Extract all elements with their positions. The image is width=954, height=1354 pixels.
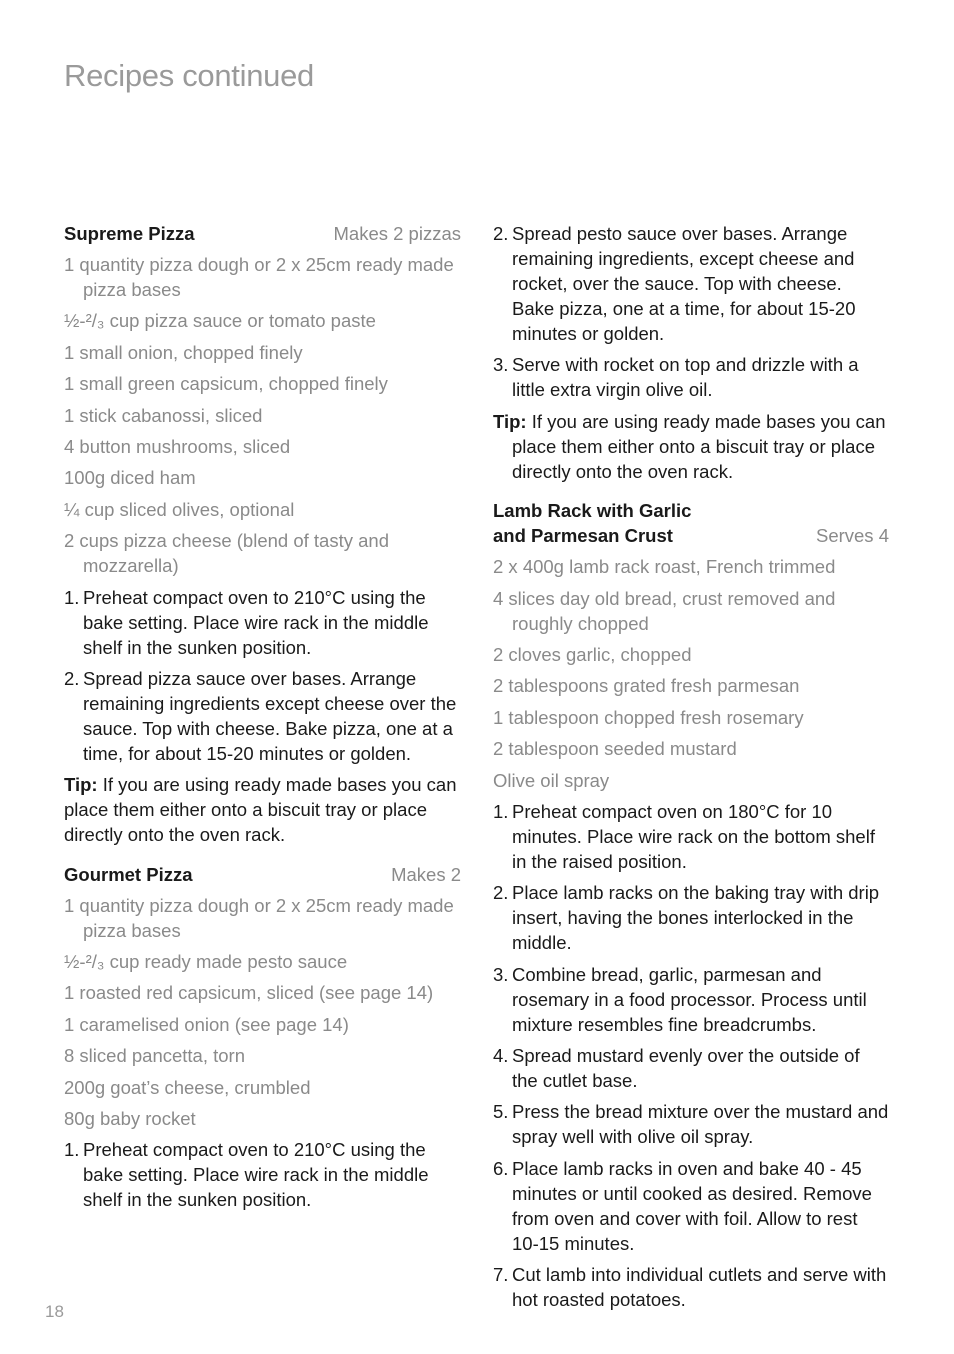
method-step [493,1043,889,1093]
ingredient-item: ½-²/₃ cup ready made pesto sauce [64,951,348,973]
step-number: 7. [493,1264,509,1286]
ingredient-item: 1 tablespoon chopped fresh rosemary [493,706,804,728]
tip-note [493,409,889,484]
left-column [64,221,461,1219]
right-column [493,221,889,1319]
method-step [493,799,889,874]
recipe-yield: Makes 2 [391,863,461,885]
ingredient-item: 80g baby rocket [64,1108,196,1130]
step-text: Combine bread, garlic, parmesan and rosemary in a food processor. Process until mixture resembles fine breadcrumbs. [512,963,867,1035]
recipe-title [493,498,691,548]
ingredient-item: 8 sliced pancetta, torn [64,1045,245,1067]
tip-label: Tip: [493,410,527,432]
ingredient-item: 2 cloves garlic, chopped [493,643,692,665]
gourmet-pizza-heading [64,862,461,887]
ingredient-item: ½-²/₃ cup pizza sauce or tomato paste [64,310,376,332]
ingredient-item: 1 caramelised onion (see page 14) [64,1013,349,1035]
ingredient-item: 1 roasted red capsicum, sliced (see page 14) [64,982,434,1004]
page-number: 18 [45,1302,64,1321]
step-text: Cut lamb into individual cutlets and serve with hot roasted potatoes. [512,1264,887,1311]
ingredient-item: 2 x 400g lamb rack roast, French trimmed [493,556,836,578]
ingredient-item: 4 slices day old bread, crust removed and roughly chopped [493,587,836,634]
step-text: Spread mustard evenly over the outside of the cutlet base. [512,1045,860,1092]
step-text: Preheat compact oven on 180°C for 10 minutes. Place wire rack on the bottom shelf in the raised position. [512,800,875,872]
step-number: 4. [493,1045,509,1067]
recipe-title-line: and Parmesan Crust [493,525,673,547]
ingredient-item: 200g goat’s cheese, crumbled [64,1076,311,1098]
recipe-title: Supreme Pizza [64,223,195,244]
step-number: 3. [493,963,509,985]
tip-label: Tip: [64,774,98,796]
method-step [493,880,889,955]
method-step [64,585,461,660]
step-text: Press the bread mixture over the mustard and spray well with olive oil spray. [512,1101,889,1148]
step-text: Place lamb racks in oven and bake 40 - 45 minutes or until cooked as desired. Remove from oven and cover with foil. Allow to rest 10-15 minutes. [512,1157,872,1254]
method-step [493,1156,889,1256]
step-text: Spread pesto sauce over bases. Arrange remaining ingredients, except cheese and rocket, over the sauce. Top with cheese. Bake pizza, one at a time, for about 15-20 minutes or golden. [512,223,856,344]
step-number: 1. [493,800,509,822]
ingredient-item: 1 small green capsicum, chopped finely [64,373,388,395]
recipe-yield: Makes 2 pizzas [333,223,461,244]
step-number: 1. [64,1139,80,1161]
recipe-title-line: Lamb Rack with Garlic [493,500,692,522]
tip-text: If you are using ready made bases you can place them either onto a biscuit tray or place directly onto the oven rack. [512,410,886,482]
ingredient-item: 1 quantity pizza dough or 2 x 25cm ready made pizza bases [64,254,454,300]
ingredient-item: 1 small onion, chopped finely [64,341,303,363]
page-title: Recipes continued [64,58,314,93]
method-step [493,1099,889,1149]
method-step [493,962,889,1037]
ingredient-item: 1 stick cabanossi, sliced [64,404,263,426]
step-number: 1. [64,586,80,608]
ingredient-item: ¼ cup sliced olives, optional [64,498,295,520]
step-number: 2. [493,223,509,244]
ingredient-item: Olive oil spray [493,769,610,791]
recipe-yield: Serves 4 [815,525,889,547]
step-text: Preheat compact oven to 210°C using the bake setting. Place wire rack in the middle shelf in the sunken position. [83,1139,429,1211]
recipe-title: Gourmet Pizza [64,863,193,885]
ingredient-item: 4 button mushrooms, sliced [64,435,291,457]
step-number: 6. [493,1157,509,1179]
step-text: Preheat compact oven to 210°C using the bake setting. Place wire rack in the middle shelf in the sunken position. [83,586,429,658]
step-number: 5. [493,1101,509,1123]
method-step [493,221,889,346]
step-number: 2. [493,882,509,904]
step-text: Spread pizza sauce over bases. Arrange remaining ingredients except cheese over the sauce. Top with cheese. Bake pizza, one at a time, for about 15-20 minutes or golden. [83,667,457,764]
step-text: Place lamb racks on the baking tray with drip insert, having the bones interlocked in the middle. [512,882,880,954]
ingredient-item: 100g diced ham [64,467,196,489]
supreme-pizza-heading [64,221,461,246]
ingredient-item: 2 tablespoons grated fresh parmesan [493,675,800,697]
step-text: Serve with rocket on top and drizzle with a little extra virgin olive oil. [512,354,859,401]
method-step [64,666,461,766]
method-step [493,1262,889,1312]
step-number: 2. [64,667,80,689]
ingredient-item: 2 tablespoon seeded mustard [493,738,737,760]
tip-text: If you are using ready made bases you can place them either onto a biscuit tray or place directly onto the oven rack. [64,774,457,846]
lamb-rack-heading [493,498,889,548]
method-step [493,352,889,402]
method-step [64,1137,461,1212]
ingredient-item: 1 quantity pizza dough or 2 x 25cm ready made pizza bases [64,894,454,941]
tip-note [64,772,461,847]
ingredient-item: 2 cups pizza cheese (blend of tasty and mozzarella) [64,530,389,577]
step-number: 3. [493,354,509,376]
